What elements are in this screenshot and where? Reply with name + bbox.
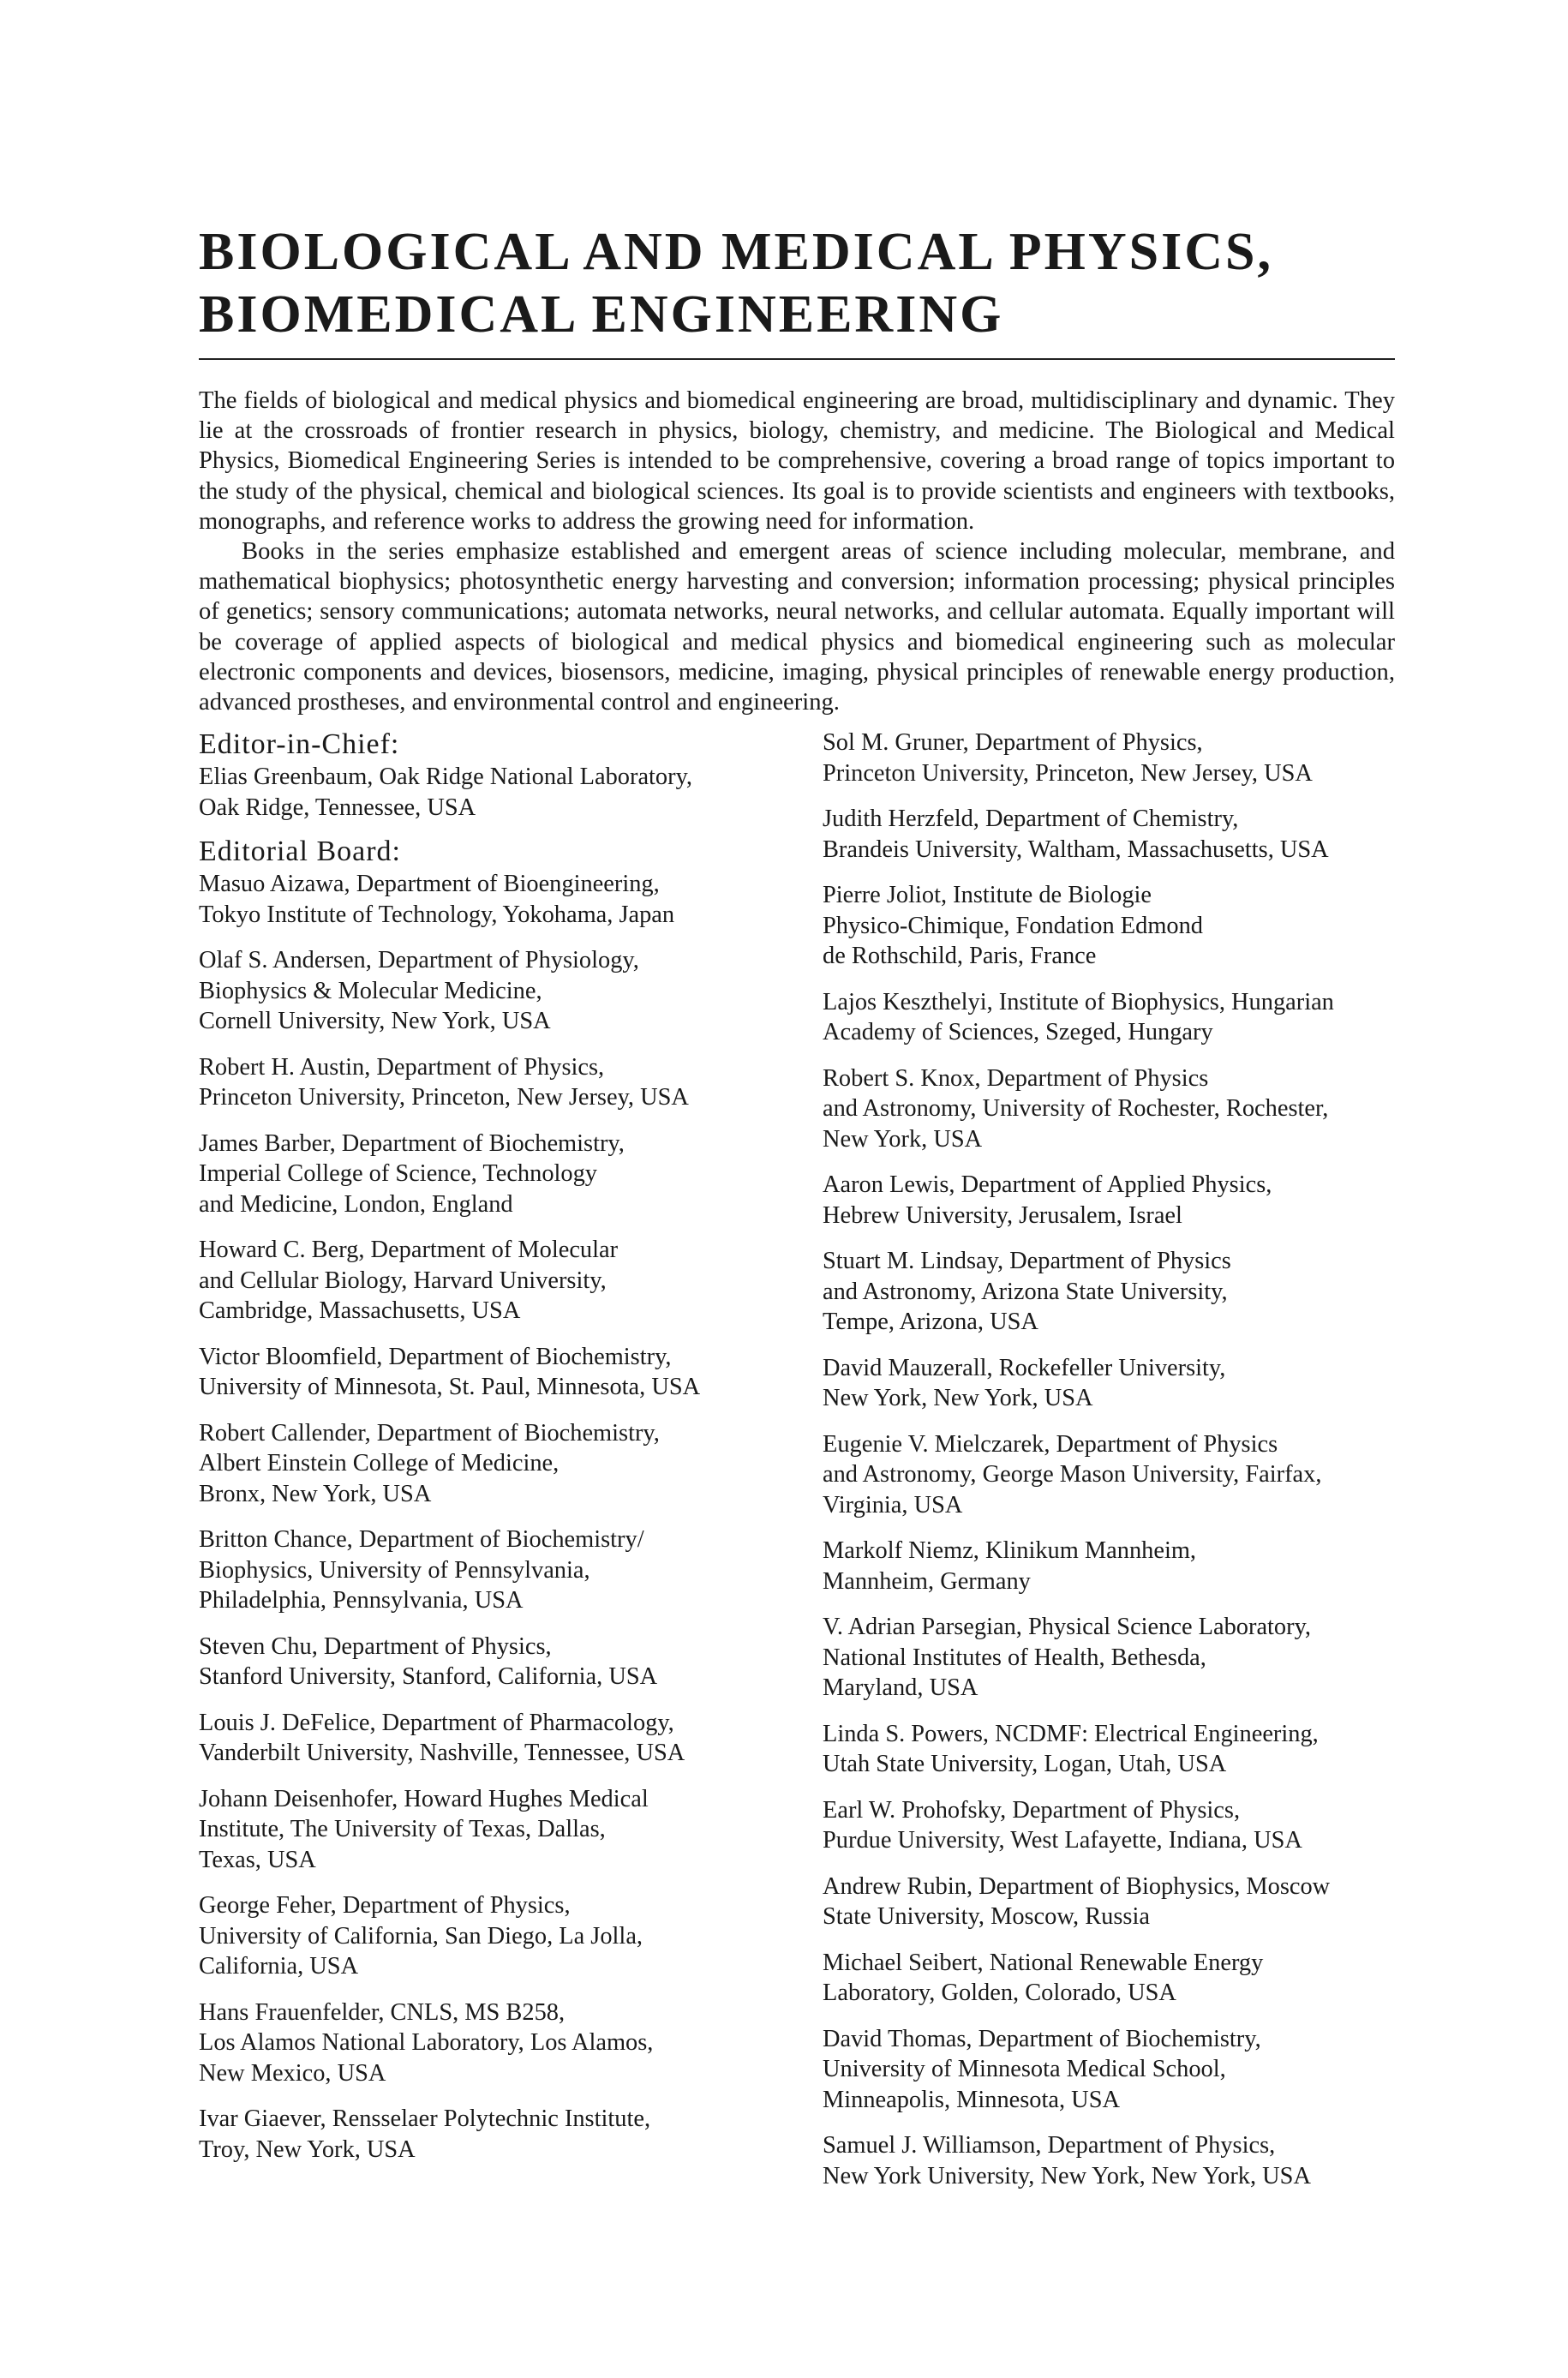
board-member-line: National Institutes of Health, Bethesda, — [823, 1644, 1206, 1671]
board-member-line: Victor Bloomfield, Department of Biochemistry, — [199, 1343, 672, 1370]
board-member-line: Stuart M. Lindsay, Department of Physics — [823, 1248, 1231, 1275]
board-member-line: Princeton University, Princeton, New Jersey, USA — [199, 1084, 689, 1111]
board-member-line: New Mexico, USA — [199, 2059, 386, 2087]
board-member-entry — [823, 1429, 1395, 1521]
board-member-line: Hans Frauenfelder, CNLS, MS B258, — [199, 1998, 566, 2026]
board-member-entry — [823, 1353, 1395, 1414]
editors-columns — [199, 728, 1395, 2189]
board-member-line: Princeton University, Princeton, New Jersey, USA — [823, 759, 1313, 787]
board-member-line: Tempe, Arizona, USA — [823, 1309, 1038, 1336]
board-member-line: Robert H. Austin, Department of Physics, — [199, 1053, 605, 1081]
board-member-line: Stanford University, Stanford, California, USA — [199, 1663, 658, 1691]
board-member-line: Steven Chu, Department of Physics, — [199, 1632, 552, 1660]
board-member-line: Academy of Sciences, Szeged, Hungary — [823, 1019, 1213, 1046]
board-member-entry — [199, 1998, 799, 2089]
board-member-line: State University, Moscow, Russia — [823, 1903, 1150, 1931]
board-member-entry — [823, 1246, 1395, 1338]
board-member-line: Bronx, New York, USA — [199, 1480, 432, 1507]
board-member-line: Minneapolis, Minnesota, USA — [823, 2086, 1120, 2113]
board-member-line: New York, New York, USA — [823, 1385, 1093, 1412]
board-member-line: Samuel J. Williamson, Department of Physics, — [823, 2132, 1276, 2159]
series-description — [199, 386, 1395, 717]
board-member-line: Purdue University, West Lafayette, Indiana, USA — [823, 1827, 1302, 1854]
board-member-entry — [823, 1948, 1395, 2009]
board-member-line: and Astronomy, George Mason University, Fairfax, — [823, 1461, 1322, 1488]
board-member-entry — [823, 1612, 1395, 1704]
board-member-line: Tokyo Institute of Technology, Yokohama, Japan — [199, 901, 675, 928]
editors-right-column — [823, 728, 1395, 2207]
board-member-line: New York University, New York, New York, USA — [823, 2162, 1311, 2189]
board-member-line: Physico-Chimique, Fondation Edmond — [823, 912, 1203, 939]
board-member-line: Imperial College of Science, Technology — [199, 1160, 597, 1188]
board-member-line: Howard C. Berg, Department of Molecular — [199, 1237, 619, 1264]
description-paragraph-1: The fields of biological and medical physics and biomedical engineering are broad, multidisciplinary and dynamic. They lie at the crossroads of frontier research in physics, biology, chemistry, and medicine. The Biological and Medical Physics, Biomedical Engineering Series is intended to be comprehensive, covering a broad range of topics important to the study of the physical, chemical and biological sciences. Its goal is to provide scientists and engineers with textbooks, monographs, and reference works to address the growing need for information. — [199, 387, 1395, 535]
board-member-line: Eugenie V. Mielczarek, Department of Physics — [823, 1430, 1278, 1458]
board-member-entry — [823, 880, 1395, 972]
board-member-line: Cambridge, Massachusetts, USA — [199, 1297, 521, 1325]
board-member-line: Los Alamos National Laboratory, Los Alamos, — [199, 2029, 654, 2057]
editorial-board-left-list — [199, 869, 799, 2165]
board-member-line: Biophysics & Molecular Medicine, — [199, 977, 542, 1004]
editorial-board-label: Editorial Board: — [199, 836, 402, 868]
board-member-line: Aaron Lewis, Department of Applied Physics, — [823, 1171, 1272, 1199]
board-member-line: and Medicine, London, England — [199, 1190, 513, 1218]
board-member-line: V. Adrian Parsegian, Physical Science Laboratory, — [823, 1614, 1312, 1641]
board-member-line: Hebrew University, Jerusalem, Israel — [823, 1201, 1182, 1229]
board-member-entry — [823, 2130, 1395, 2191]
board-member-line: Andrew Rubin, Department of Biophysics, Moscow — [823, 1872, 1331, 1900]
board-member-line: Cornell University, New York, USA — [199, 1008, 551, 1035]
description-paragraph-2: Books in the series emphasize established and emergent areas of science including molecular, membrane, and mathematical biophysics; photosynthetic energy harvesting and conversion; information processing; physical principles of genetics; sensory communications; automata networks, neural networks, and cellular automata. Equally important will be coverage of applied aspects of biological and medical physics and biomedical engineering such as molecular electronic components and devices, biosensors, medicine, imaging, physical principles of renewable energy production, advanced prostheses, and environmental control and engineering. — [199, 538, 1395, 716]
board-member-entry — [199, 1890, 799, 1982]
board-member-entry — [199, 1784, 799, 1876]
series-title-line-1: BIOLOGICAL AND MEDICAL PHYSICS, — [199, 223, 1274, 281]
editor-in-chief-entry — [199, 762, 799, 823]
board-member-entry — [823, 728, 1395, 788]
board-member-line: Biophysics, University of Pennsylvania, — [199, 1556, 590, 1584]
board-member-line: Laboratory, Golden, Colorado, USA — [823, 1980, 1176, 2007]
board-member-entry — [199, 869, 799, 930]
board-member-entry — [823, 1872, 1395, 1932]
board-member-line: Linda S. Powers, NCDMF: Electrical Engineering, — [823, 1720, 1319, 1747]
board-member-line: Albert Einstein College of Medicine, — [199, 1450, 560, 1477]
board-member-entry — [199, 1342, 799, 1403]
board-member-line: James Barber, Department of Biochemistry, — [199, 1129, 625, 1157]
board-member-line: Brandeis University, Waltham, Massachusetts, USA — [823, 836, 1329, 863]
board-member-line: Ivar Giaever, Rensselaer Polytechnic Institute, — [199, 2105, 651, 2133]
editors-left-column — [199, 728, 799, 2180]
board-member-line: University of California, San Diego, La Jolla, — [199, 1922, 643, 1950]
board-member-line: de Rothschild, Paris, France — [823, 943, 1097, 970]
board-member-line: Texas, USA — [199, 1846, 316, 1873]
series-title — [199, 221, 1395, 346]
board-member-entry — [823, 804, 1395, 865]
board-member-line: Robert S. Knox, Department of Physics — [823, 1064, 1209, 1092]
board-member-line: Olaf S. Andersen, Department of Physiology, — [199, 947, 639, 974]
board-member-entry — [823, 1795, 1395, 1856]
board-member-line: Robert Callender, Department of Biochemistry, — [199, 1419, 660, 1447]
board-member-line: and Astronomy, Arizona State University, — [823, 1278, 1228, 1305]
board-member-line: Louis J. DeFelice, Department of Pharmacology, — [199, 1709, 674, 1736]
board-member-line: David Mauzerall, Rockefeller University, — [823, 1354, 1226, 1381]
board-member-line: Virginia, USA — [823, 1491, 963, 1518]
page — [199, 221, 1395, 2189]
board-member-line: Earl W. Prohofsky, Department of Physics, — [823, 1796, 1241, 1824]
board-member-line: Masuo Aizawa, Department of Bioengineering, — [199, 871, 660, 898]
board-member-entry — [199, 1418, 799, 1510]
board-member-line: Judith Herzfeld, Department of Chemistry, — [823, 806, 1239, 833]
board-member-line: Pierre Joliot, Institute de Biologie — [823, 882, 1152, 909]
board-member-line: David Thomas, Department of Biochemistry, — [823, 2025, 1261, 2052]
board-member-entry — [823, 1719, 1395, 1780]
series-title-line-2: BIOMEDICAL ENGINEERING — [199, 285, 1004, 344]
board-member-entry — [823, 1063, 1395, 1155]
board-member-line: Britton Chance, Department of Biochemistry/ — [199, 1526, 644, 1554]
board-member-line: Mannheim, Germany — [823, 1567, 1031, 1595]
board-member-entry — [199, 1235, 799, 1327]
board-member-entry — [199, 1524, 799, 1616]
board-member-entry — [199, 1129, 799, 1220]
board-member-line: Markolf Niemz, Klinikum Mannheim, — [823, 1537, 1197, 1565]
editor-in-chief-label: Editor-in-Chief: — [199, 728, 400, 761]
board-member-line: Michael Seibert, National Renewable Energy — [823, 1949, 1264, 1976]
board-member-entry — [199, 1052, 799, 1113]
board-member-entry — [823, 2024, 1395, 2116]
board-member-entry — [199, 1708, 799, 1769]
board-member-line: Institute, The University of Texas, Dallas, — [199, 1816, 606, 1843]
board-member-entry — [199, 2104, 799, 2165]
board-member-line: California, USA — [199, 1953, 359, 1980]
board-member-line: and Cellular Biology, Harvard University, — [199, 1267, 607, 1294]
board-member-line: Lajos Keszthelyi, Institute of Biophysics, Hungarian — [823, 988, 1334, 1015]
board-member-line: and Astronomy, University of Rochester, Rochester, — [823, 1095, 1329, 1123]
board-member-entry — [199, 945, 799, 1037]
board-member-line: Troy, New York, USA — [199, 2135, 416, 2163]
board-member-entry — [823, 1170, 1395, 1231]
board-member-line: New York, USA — [823, 1125, 983, 1153]
board-member-line: University of Minnesota Medical School, — [823, 2056, 1226, 2083]
editorial-board-right-list — [823, 728, 1395, 2191]
board-member-line: Utah State University, Logan, Utah, USA — [823, 1751, 1227, 1778]
board-member-line: Vanderbilt University, Nashville, Tennessee, USA — [199, 1740, 685, 1767]
board-member-line: Philadelphia, Pennsylvania, USA — [199, 1587, 524, 1614]
editor-line: Elias Greenbaum, Oak Ridge National Laboratory, — [199, 764, 693, 791]
board-member-entry — [823, 1536, 1395, 1596]
board-member-line: University of Minnesota, St. Paul, Minnesota, USA — [199, 1374, 701, 1401]
board-member-entry — [823, 987, 1395, 1048]
title-divider — [199, 358, 1395, 360]
board-member-entry — [199, 1632, 799, 1692]
board-member-line: Sol M. Gruner, Department of Physics, — [823, 729, 1203, 757]
board-member-line: Johann Deisenhofer, Howard Hughes Medical — [199, 1785, 649, 1812]
editor-line: Oak Ridge, Tennessee, USA — [199, 794, 476, 821]
board-member-line: Maryland, USA — [823, 1674, 979, 1702]
board-member-line: George Feher, Department of Physics, — [199, 1892, 571, 1920]
